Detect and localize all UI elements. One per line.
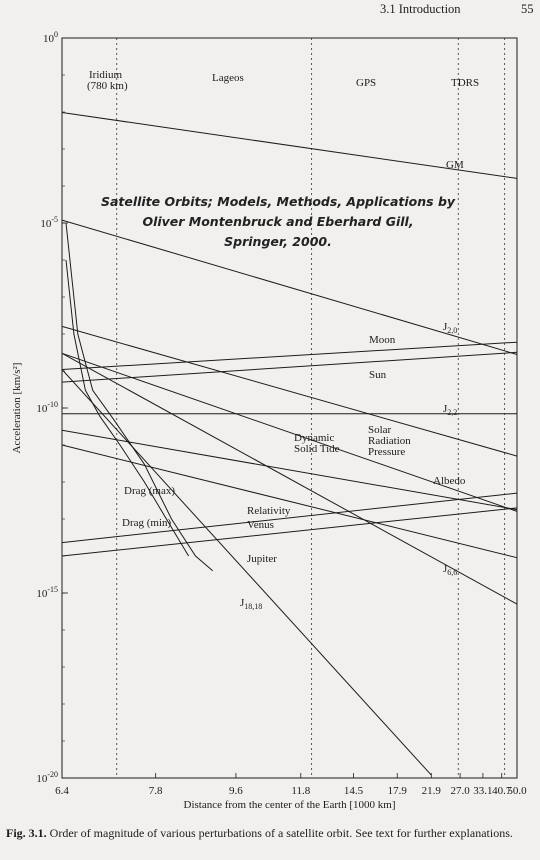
tick-mantissa: 10 bbox=[43, 33, 54, 45]
x-tick-label: 40.7 bbox=[492, 785, 512, 797]
label-j-2-0: $J_{2,0}$ bbox=[443, 321, 458, 335]
y-tick-label bbox=[43, 30, 58, 45]
label-drag-min-: Drag (min) bbox=[122, 517, 172, 529]
x-tick-label: 50.0 bbox=[507, 785, 527, 797]
label-dynamic-solid-tide-line0: Dynamic bbox=[294, 432, 335, 444]
page-number: 55 bbox=[521, 2, 534, 16]
label-jupiter: Jupiter bbox=[247, 553, 277, 565]
orbit-label-lageos: Lageos bbox=[212, 72, 244, 84]
x-tick-label: 6.4 bbox=[55, 785, 69, 797]
x-tick-label: 9.6 bbox=[229, 785, 243, 797]
stamp-line-2: Oliver Montenbruck and Eberhard Gill, bbox=[142, 214, 414, 229]
label-gm: GM bbox=[446, 159, 464, 171]
tick-mantissa: 10 bbox=[36, 403, 48, 415]
y-tick-label bbox=[40, 215, 58, 230]
series-drag-min- bbox=[66, 260, 189, 556]
tick-exponent: -15 bbox=[47, 585, 58, 594]
orbit-sublabel-iridium: (780 km) bbox=[87, 80, 128, 92]
y-tick-label bbox=[36, 585, 58, 600]
x-axis-label: Distance from the center of the Earth [1000 km] bbox=[183, 799, 396, 811]
label-moon: Moon bbox=[369, 334, 396, 346]
x-tick-label: 33.1 bbox=[473, 785, 493, 797]
orbit-label-iridium: Iridium bbox=[89, 69, 122, 81]
x-tick-label: 14.5 bbox=[343, 785, 364, 797]
curve-labels bbox=[87, 69, 479, 611]
series-relativity bbox=[62, 445, 517, 558]
y-tick-label bbox=[36, 770, 58, 785]
stamp-line-1: Satellite Orbits; Models, Methods, Applications by bbox=[100, 194, 456, 209]
label-j-18-18: $J_{18,18}$ bbox=[240, 597, 263, 611]
y-tick-label bbox=[36, 400, 58, 415]
orbit-label-gps: GPS bbox=[356, 77, 377, 89]
label-subscript: 2,2 bbox=[447, 408, 458, 417]
tick-exponent: -10 bbox=[47, 400, 58, 409]
caption-label: Fig. 3.1. bbox=[6, 826, 47, 840]
perturbation-curves bbox=[62, 113, 517, 776]
label-subscript: 6,6 bbox=[447, 568, 458, 577]
orbit-label-tdrs: TDRS bbox=[451, 77, 480, 89]
tick-mantissa: 10 bbox=[36, 588, 48, 600]
x-tick-label: 7.8 bbox=[148, 785, 163, 797]
label-solar-radiation-pressure-line1: Radiation bbox=[368, 435, 411, 447]
series-sun bbox=[62, 352, 517, 382]
label-albedo: Albedo bbox=[433, 475, 466, 487]
tick-exponent: -20 bbox=[47, 770, 58, 779]
label-dynamic-solid-tide-line1: Solid Tide bbox=[294, 443, 340, 455]
label-j-2-2: $J_{2,2}$ bbox=[443, 403, 458, 417]
caption-text: Order of magnitude of various perturbations of a satellite orbit. See text for further explanations. bbox=[49, 826, 513, 840]
tick-mantissa: 10 bbox=[36, 773, 48, 785]
figure-caption bbox=[6, 826, 534, 841]
stamp-line-3: Springer, 2000. bbox=[224, 234, 332, 249]
label-subscript: 18,18 bbox=[244, 602, 263, 611]
label-j-6-6: $J_{6,6}$ bbox=[443, 563, 458, 577]
page-header: 3.1 Introduction bbox=[380, 2, 461, 16]
label-subscript: 2,0 bbox=[447, 326, 458, 335]
x-tick-label: 21.9 bbox=[421, 785, 441, 797]
label-relativity: Relativity bbox=[247, 505, 291, 517]
x-tick-label: 17.9 bbox=[387, 785, 407, 797]
book-stamp bbox=[101, 194, 456, 249]
label-solar-radiation-pressure-line2: Pressure bbox=[368, 446, 406, 458]
series-albedo bbox=[62, 430, 517, 509]
label-sun: Sun bbox=[369, 369, 387, 381]
label-solar-radiation-pressure-line0: Solar bbox=[368, 424, 392, 436]
tick-exponent: -5 bbox=[51, 215, 58, 224]
tick-mantissa: 10 bbox=[40, 218, 52, 230]
tick-exponent: 0 bbox=[54, 30, 58, 39]
x-tick-label: 11.8 bbox=[291, 785, 311, 797]
label-venus: Venus bbox=[247, 519, 274, 531]
x-tick-label: 27.0 bbox=[450, 785, 470, 797]
label-drag-max-: Drag (max) bbox=[124, 485, 176, 497]
y-axis-label: Acceleration [km/s²] bbox=[11, 362, 23, 454]
